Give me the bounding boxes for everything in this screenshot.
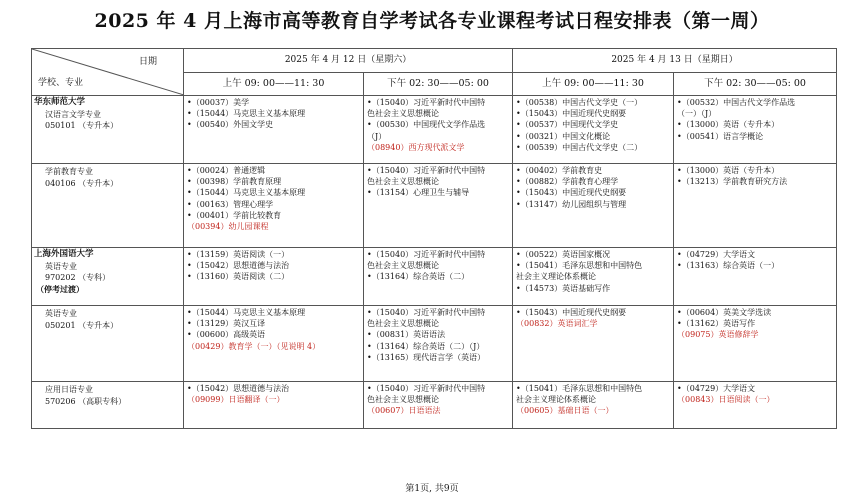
- course-line: •（15043）中国近现代史纲要: [516, 308, 627, 317]
- exam-slot-cell: [513, 306, 674, 382]
- schedule-row: [32, 306, 837, 382]
- course-line: 色社会主义思想概论: [367, 319, 439, 329]
- course-line: •（15042）思想道德与法治: [187, 261, 290, 271]
- course-line-highlighted: （00605）基础日语（一）: [516, 406, 614, 416]
- major-name: 英语专业: [45, 309, 77, 318]
- school-major-cell: [32, 96, 184, 164]
- exam-slot-cell: [184, 248, 364, 306]
- exam-slot-cell: [364, 248, 513, 306]
- exam-slot-cell: [364, 164, 513, 248]
- exam-slot-cell: [364, 96, 513, 164]
- schedule-row: [32, 164, 837, 248]
- school-name: 上海外国语大学: [34, 249, 94, 259]
- exam-slot-cell: [674, 248, 837, 306]
- course-line: •（15042）思想道德与法治: [187, 384, 290, 393]
- course-line: •（15040）习近平新时代中国特: [367, 308, 486, 317]
- major-code: 050201 （专升本）: [45, 320, 119, 330]
- schedule-row: [32, 382, 837, 429]
- school-major-cell: [32, 164, 184, 248]
- course-line: •（00398）学前教育原理: [187, 177, 282, 187]
- course-line: •（13129）英汉互译: [187, 319, 266, 329]
- slot-header-1: 上午 09: 00——11: 30: [184, 72, 364, 96]
- course-line: •（15040）习近平新时代中国特: [367, 98, 486, 107]
- course-line: •（00539）中国古代文学史（二）: [516, 142, 643, 152]
- course-line: •（13000）英语（专升本）: [677, 120, 780, 130]
- major-name: 英语专业: [45, 261, 77, 271]
- diagonal-header-cell: [32, 49, 184, 96]
- course-line: •（13000）英语（专升本）: [677, 166, 780, 175]
- course-line: •（04729）大学语文: [677, 384, 756, 393]
- diag-date-label: 日期: [138, 57, 157, 67]
- course-line: •（15044）马克思主义基本原理: [187, 188, 306, 198]
- course-line-highlighted: （00832）英语词汇学: [516, 319, 598, 329]
- slot-header-2: 下午 02: 30——05: 00: [364, 72, 513, 96]
- course-line: 社会主义理论体系概论: [516, 272, 597, 282]
- course-line: 色社会主义思想概论: [367, 177, 439, 187]
- course-line: •（13159）英语阅读（一）: [187, 250, 290, 259]
- major-code: 040106 （专升本）: [45, 178, 119, 188]
- exam-slot-cell: [674, 96, 837, 164]
- course-line: •（00037）美学: [187, 98, 250, 107]
- course-line: •（00537）中国现代文学史: [516, 120, 619, 130]
- course-line: •（04729）大学语文: [677, 250, 756, 259]
- course-line: （一）（J）: [677, 109, 717, 119]
- course-line: （J）: [367, 131, 387, 141]
- major-code: 970202 （专科）: [45, 273, 111, 282]
- date-header-1: 2025 年 4 月 12 日（星期六）: [184, 49, 513, 73]
- exam-slot-cell: [513, 248, 674, 306]
- exam-slot-cell: [364, 306, 513, 382]
- course-line: 色社会主义思想概论: [367, 109, 439, 119]
- course-line: •（15044）马克思主义基本原理: [187, 308, 306, 317]
- slot-header-3: 上午 09: 00——11: 30: [513, 72, 674, 96]
- course-line: •（13163）综合英语（一）: [677, 261, 780, 271]
- date-header-row: [32, 49, 837, 73]
- course-line: •（00530）中国现代文学作品选: [367, 120, 486, 130]
- exam-slot-cell: [513, 382, 674, 429]
- course-line: •（15041）毛泽东思想和中国特色: [516, 261, 643, 271]
- course-line: •（15040）习近平新时代中国特: [367, 250, 486, 259]
- school-major-cell: [32, 382, 184, 429]
- course-line: •（00600）高级英语: [187, 330, 266, 340]
- course-line: 色社会主义思想概论: [367, 395, 439, 405]
- course-line: •（13213）学前教育研究方法: [677, 177, 788, 187]
- course-line: •（15043）中国近现代史纲要: [516, 188, 627, 198]
- exam-slot-cell: [184, 164, 364, 248]
- exam-slot-cell: [364, 382, 513, 429]
- course-line: •（00024）普通逻辑: [187, 166, 266, 175]
- exam-slot-cell: [184, 306, 364, 382]
- school-major-cell: [32, 306, 184, 382]
- course-line: •（13154）心理卫生与辅导: [367, 188, 470, 198]
- slot-header-4: 下午 02: 30——05: 00: [674, 72, 837, 96]
- exam-slot-cell: [184, 96, 364, 164]
- course-line-highlighted: （09099）日语翻译（一）: [187, 395, 285, 405]
- schedule-row: [32, 248, 837, 306]
- exam-slot-cell: [513, 96, 674, 164]
- course-line: •（14573）英语基础写作: [516, 283, 611, 293]
- course-line-highlighted: （00607）日语语法: [367, 406, 441, 416]
- major-code: 570206 （高职专科）: [45, 396, 127, 406]
- major-code: 050101 （专升本）: [45, 121, 119, 130]
- course-line: •（13160）英语阅读（二）: [187, 272, 290, 282]
- course-line: •（00163）管理心理学: [187, 199, 274, 209]
- course-line-highlighted: （08940）西方现代派文学: [367, 142, 465, 152]
- course-line: •（13162）英语写作: [677, 319, 756, 329]
- major-note: （停考过渡）: [36, 283, 84, 294]
- course-line: •（15043）中国近现代史纲要: [516, 109, 627, 119]
- course-line: •（15040）习近平新时代中国特: [367, 384, 486, 393]
- course-line: •（00831）英语语法: [367, 330, 446, 340]
- course-line: •（13147）幼儿园组织与管理: [516, 199, 627, 209]
- course-line: •（00604）英美文学选读: [677, 308, 772, 317]
- schedule-row: [32, 96, 837, 164]
- major-name: 汉语言文学专业: [45, 109, 101, 119]
- exam-slot-cell: [184, 382, 364, 429]
- exam-slot-cell: [674, 306, 837, 382]
- school-major-cell: [32, 248, 184, 306]
- course-line-highlighted: （00429）教育学（一）（见说明 4）: [187, 341, 321, 351]
- course-line: •（00402）学前教育史: [516, 166, 603, 175]
- exam-slot-cell: [513, 164, 674, 248]
- course-line: •（00540）外国文学史: [187, 120, 274, 130]
- course-line: 色社会主义思想概论: [367, 261, 439, 271]
- course-line: •（13165）现代语言学（英语）: [367, 352, 486, 362]
- page-title: 2025 年 4 月上海市高等教育自学考试各专业课程考试日程安排表（第一周）: [94, 10, 770, 32]
- course-line: •（00522）英语国家概况: [516, 250, 611, 259]
- course-line: •（15044）马克思主义基本原理: [187, 109, 306, 119]
- school-name: 华东师范大学: [34, 97, 86, 107]
- exam-slot-cell: [674, 382, 837, 429]
- course-line: •（13164）综合英语（二）: [367, 272, 470, 282]
- course-line-highlighted: （00843）日语阅读（一）: [677, 395, 775, 405]
- course-line: •（00321）中国文化概论: [516, 131, 611, 141]
- schedule-table: [31, 48, 837, 429]
- date-header-2: 2025 年 4 月 13 日（星期日）: [513, 49, 837, 73]
- course-line: •（13164）综合英语（二）（J）: [367, 341, 485, 351]
- course-line: •（00538）中国古代文学史（一）: [516, 98, 643, 107]
- major-name: 应用日语专业: [45, 385, 93, 394]
- course-line: •（15041）毛泽东思想和中国特色: [516, 384, 643, 393]
- course-line: •（00541）语言学概论: [677, 131, 764, 141]
- course-line: •（00401）学前比较教育: [187, 210, 282, 220]
- course-line-highlighted: （09075）英语修辞学: [677, 330, 759, 340]
- page-footer: 第1页, 共9页: [405, 484, 459, 494]
- major-name: 学前教育专业: [45, 167, 93, 176]
- course-line-highlighted: （00394）幼儿园课程: [187, 222, 269, 232]
- course-line: •（15040）习近平新时代中国特: [367, 166, 486, 175]
- exam-slot-cell: [674, 164, 837, 248]
- diagonal-line: [32, 49, 184, 95]
- course-line: •（00532）中国古代文学作品选: [677, 98, 796, 107]
- diag-school-label: 学校、专业: [38, 78, 84, 88]
- course-line: •（00882）学前教育心理学: [516, 177, 619, 187]
- course-line: 社会主义理论体系概论: [516, 395, 597, 405]
